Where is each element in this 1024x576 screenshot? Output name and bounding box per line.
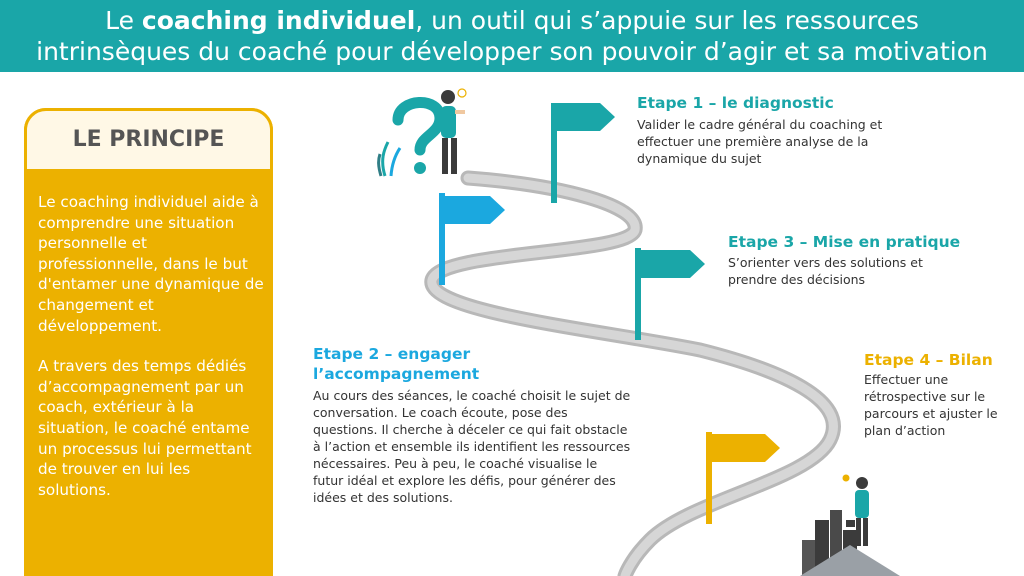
question-mark-icon [398,102,440,174]
plant-icon [379,142,400,176]
thinking-person-icon [441,90,465,174]
step-1-text: Valider le cadre général du coaching et effectuer une première analyse de la dynamique du sujet [637,117,883,166]
principle-paragraph-1: Le coaching individuel aide à comprendre une situation personnelle et professionnelle, dans le but d'entamer une dynamique de changement et développement. [38,193,264,335]
step-3-text: S’orienter vers des solutions et prendre des décisions [728,255,923,287]
step-2-title-line-1: Etape 2 – engager [313,345,471,363]
flag-icon [635,248,705,340]
step-3-title: Etape 3 – Mise en pratique [728,233,961,251]
city-icon [800,510,900,576]
lightbulb-icon [843,475,850,482]
step-4-text: Effectuer une rétrospective sur le parcours et ajuster le plan d’action [864,372,998,438]
header-text: Le [105,6,142,35]
step-2-title-line-2: l’accompagnement [313,365,480,383]
step-4-title: Etape 4 – Bilan [864,351,993,369]
step-1-title: Etape 1 – le diagnostic [637,94,834,112]
step-2-text: Au cours des séances, le coaché choisit le sujet de conversation. Le coach écoute, pose des questions. Il cherche à déceler ce qui fait obstacle à l’action et ensemble ils identifient les ressources nécessaires. Peu à peu, le coaché visualise le futur idéal et explore les défis, pour générer des idées et des solutions. [313,388,631,505]
principle-paragraph-2: A travers des temps dédiés d’accompagnement par un coach, extérieur à la situation, le coaché entame un processus lui permettant de trouver en lui les solutions. [38,357,252,499]
principle-title: LE PRINCIPE [24,108,273,172]
header-bold-text: coaching individuel [141,6,416,35]
header-line-2: intrinsèques du coaché pour développer son pouvoir d’agir et sa motivation [36,37,988,66]
lightbulb-icon [458,89,466,97]
step-2-title [313,344,479,384]
header-text-end: , un outil qui s’appuie sur les ressources [415,6,919,35]
